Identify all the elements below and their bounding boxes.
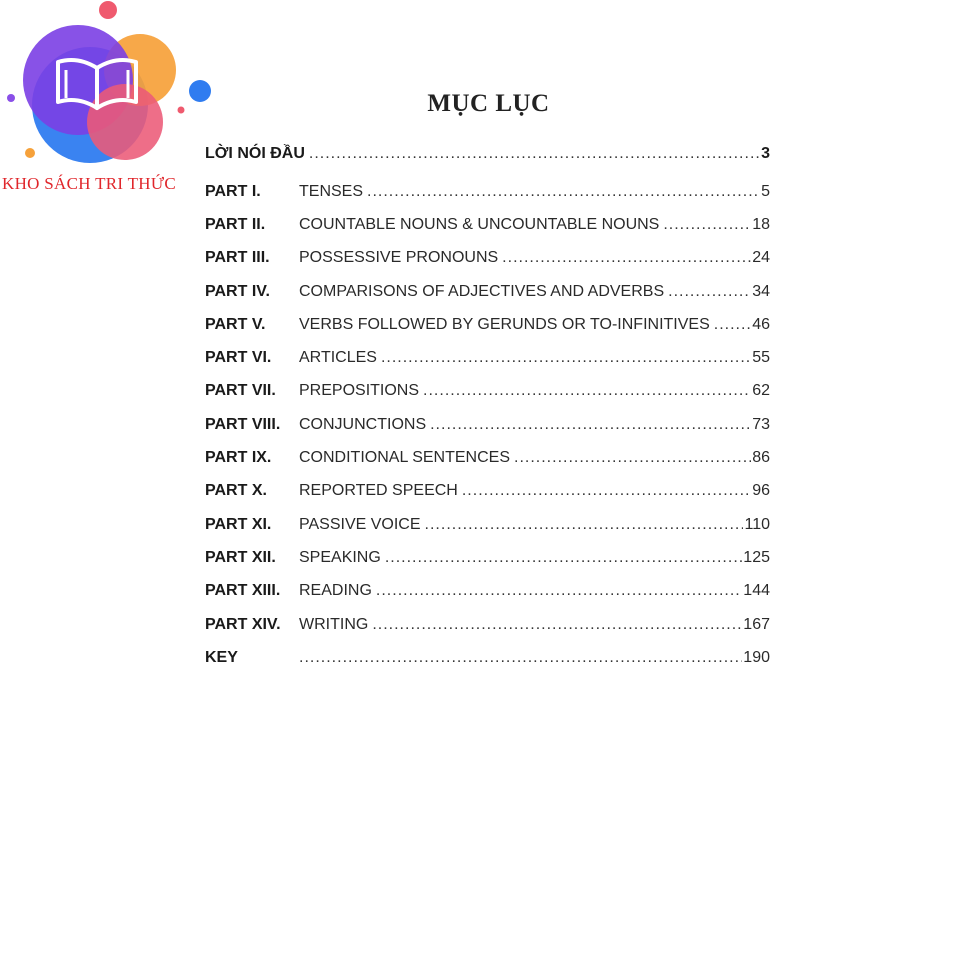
toc-entry-body [299, 182, 770, 202]
toc-page-number: 24 [752, 249, 770, 267]
logo-circles-graphic [0, 0, 220, 175]
toc-entry-body [299, 615, 770, 635]
toc-entry[interactable] [205, 575, 770, 608]
toc-entry[interactable] [205, 541, 770, 574]
toc-page-number: 34 [752, 282, 770, 300]
toc-entry-body [299, 315, 770, 335]
toc-page-number: 110 [744, 515, 770, 533]
toc-entry-title: SPEAKING [299, 548, 381, 566]
toc-entry-body [299, 282, 770, 302]
toc-parts-list [205, 175, 770, 641]
toc-page-number: 144 [743, 582, 770, 600]
toc-page-number: 3 [761, 145, 770, 162]
logo-text: KHO SÁCH TRI THỨC [2, 174, 176, 193]
toc-part-label: PART IX. [205, 449, 272, 467]
toc-page-number: 125 [743, 548, 770, 566]
toc-entry-preface[interactable] [205, 142, 770, 166]
toc-entry-body [299, 648, 770, 668]
dot-leader [423, 381, 751, 401]
toc-entry-body [299, 515, 770, 535]
dot-leader [714, 315, 751, 335]
toc-page-number: 167 [743, 615, 770, 633]
toc-entry-body [299, 481, 770, 501]
toc-entry[interactable] [205, 408, 770, 441]
toc-entry-body [299, 415, 770, 435]
dot-leader [309, 144, 760, 164]
toc-entry-body [299, 348, 770, 368]
toc-part-label: PART III. [205, 249, 270, 267]
toc-entry-title: PASSIVE VOICE [299, 515, 421, 533]
toc-page-number: 62 [752, 382, 770, 400]
toc-entry[interactable] [205, 508, 770, 541]
toc-page-number: 86 [752, 449, 770, 467]
toc-entry-title: VERBS FOLLOWED BY GERUNDS OR TO-INFINITIVES [299, 315, 710, 333]
dot-leader [430, 415, 751, 435]
toc-entry[interactable] [205, 475, 770, 508]
toc-entry-title: TENSES [299, 182, 364, 200]
toc-entry-title: CONJUNCTIONS [299, 415, 427, 433]
toc-part-label: PART II. [205, 215, 266, 233]
toc-entry-title: LỜI NÓI ĐẦU [205, 145, 305, 162]
dot-leader [299, 648, 742, 668]
toc-page-number: 18 [752, 215, 770, 233]
toc-entry-body [299, 548, 770, 568]
toc-entry-title: COUNTABLE NOUNS & UNCOUNTABLE NOUNS [299, 215, 660, 233]
toc-entry-title: ARTICLES [299, 349, 377, 367]
toc-page-number: 96 [752, 482, 770, 500]
toc-entry-body [205, 144, 770, 164]
toc-entry[interactable] [205, 242, 770, 275]
toc-entry-title: CONDITIONAL SENTENCES [299, 449, 510, 467]
dot-leader [462, 481, 751, 501]
toc-page-number: 73 [752, 415, 770, 433]
toc-entry-title: POSSESSIVE PRONOUNS [299, 249, 499, 267]
toc-part-label: PART I. [205, 182, 261, 200]
toc-entry[interactable] [205, 208, 770, 241]
table-of-contents [205, 142, 770, 674]
toc-entry-body [299, 448, 770, 468]
toc-entry-title: PREPOSITIONS [299, 382, 420, 400]
toc-page-number: 55 [752, 349, 770, 367]
dot-leader [514, 448, 751, 468]
dot-leader [668, 282, 751, 302]
toc-page-number: 190 [743, 648, 770, 666]
toc-part-label: PART V. [205, 315, 266, 333]
toc-entry-body [299, 381, 770, 401]
toc-part-label: PART VII. [205, 382, 276, 400]
dot-leader [385, 548, 742, 568]
toc-part-label: PART IV. [205, 282, 270, 300]
toc-page-number: 46 [752, 315, 770, 333]
toc-page-number: 5 [761, 182, 770, 200]
toc-part-label: PART VIII. [205, 415, 281, 433]
toc-part-label: PART XIII. [205, 582, 281, 600]
toc-part-label: PART XI. [205, 515, 272, 533]
toc-entry[interactable] [205, 275, 770, 308]
toc-part-label: PART XIV. [205, 615, 281, 633]
toc-entry-title: READING [299, 582, 372, 600]
dot-leader [502, 248, 751, 268]
dot-leader [372, 615, 742, 635]
toc-entry-body [299, 248, 770, 268]
toc-entry[interactable] [205, 175, 770, 208]
toc-part-label: PART XII. [205, 548, 276, 566]
dot-leader [376, 581, 742, 601]
toc-entry-title: WRITING [299, 615, 369, 633]
toc-part-label: PART X. [205, 482, 267, 500]
toc-entry[interactable] [205, 308, 770, 341]
toc-entry-title: REPORTED SPEECH [299, 482, 458, 500]
toc-entry[interactable] [205, 441, 770, 474]
toc-entry[interactable] [205, 375, 770, 408]
toc-part-label: KEY [205, 648, 238, 666]
dot-leader [381, 348, 751, 368]
toc-entry[interactable] [205, 608, 770, 641]
dot-leader [425, 515, 744, 535]
toc-entry-title: COMPARISONS OF ADJECTIVES AND ADVERBS [299, 282, 665, 300]
toc-entry-body [299, 581, 770, 601]
dot-leader [367, 182, 760, 202]
toc-part-label: PART VI. [205, 349, 272, 367]
toc-entry-body [299, 215, 770, 235]
page-title: MỤC LỤC [427, 90, 550, 117]
toc-entry[interactable] [205, 341, 770, 374]
dot-leader [663, 215, 751, 235]
toc-entry-key[interactable] [205, 641, 770, 674]
